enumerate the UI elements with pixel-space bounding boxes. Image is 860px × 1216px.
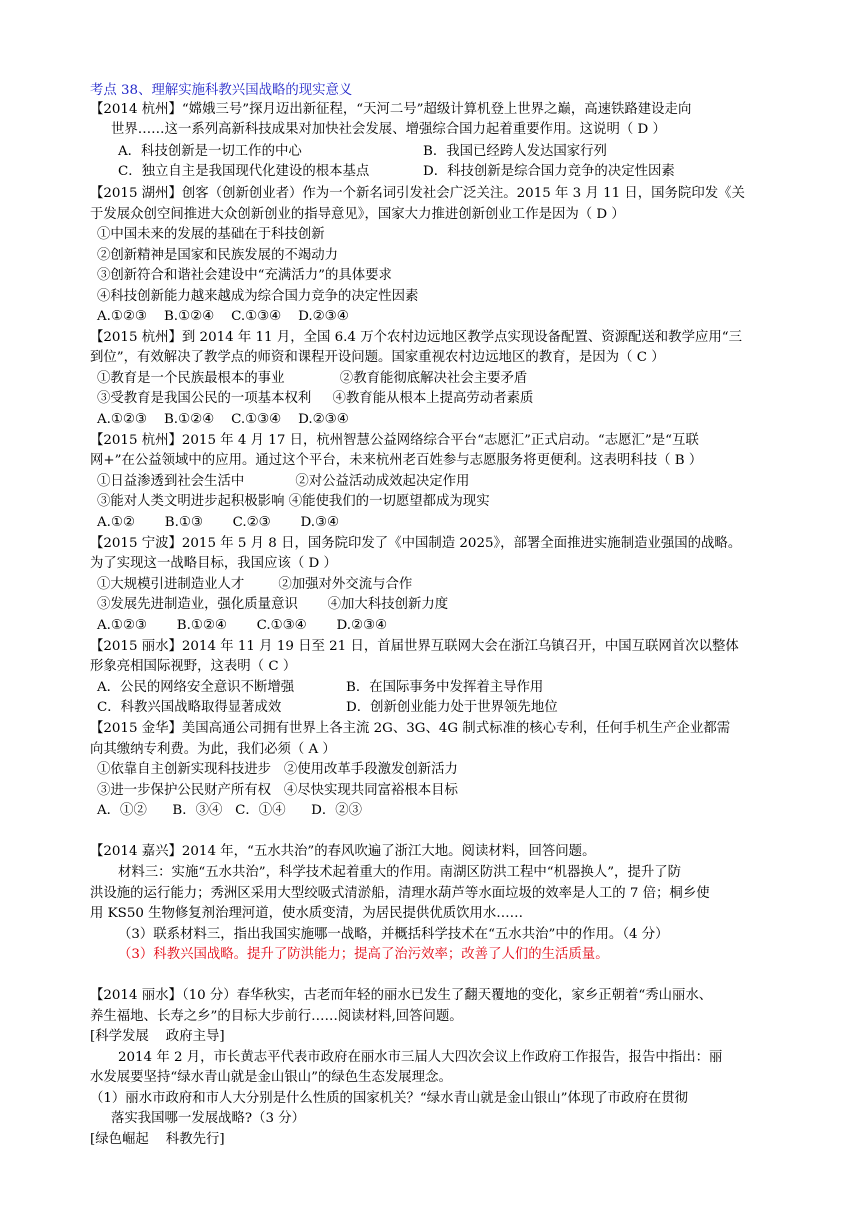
q6-stem-line-2: 形象亮相国际视野，这表明（ C ） [90, 659, 297, 674]
q3-options: A.①②③ B.①②④ C.①③④ D.②③④ [97, 412, 349, 427]
q9-paragraph-line-2: 水发展要坚持“绿水青山就是金山银山”的绿色生态发展理念。 [90, 1070, 452, 1085]
q8-answer: （3）科教兴国战略。提升了防洪能力；提高了治污效率；改善了人们的生活质量。 [118, 947, 609, 962]
q7-stem-line-1: 【2015 金华】美国高通公司拥有世界上各主流 2G、3G、4G 制式标准的核心专利，任何手机生产企业都需 [90, 721, 731, 736]
q9-subquestion-line-2: 落实我国哪一发展战略?（3 分） [111, 1111, 306, 1126]
q3-items-row-1: ①教育是一个民族最根本的事业 ②教育能彻底解决社会主要矛盾 [97, 371, 528, 386]
q4-stem-line-2: 网+”在公益领域中的应用。通过这个平台，未来杭州老百姓参与志愿服务将更便利。这表明科技（ B ） [90, 453, 703, 468]
q8-material-line-2: 洪设施的运行能力；秀洲区采用大型绞吸式清淤船，清理水葫芦等水面垃圾的效率是人工的 7 倍；桐乡使 [90, 886, 710, 901]
q8-question: （3）联系材料三，指出我国实施哪一战略，并概括科学技术在“五水共治”中的作用。（4 分） [118, 927, 669, 942]
q3-stem-line-2: 到位”，有效解决了教学点的师资和课程开设问题。国家重视农村边远地区的教育，是因为（ C ） [90, 350, 665, 365]
q1-option-c: C．独立自主是我国现代化建设的根本基点 [118, 164, 370, 179]
q2-stem-line-1: 【2015 湖州】创客（创新创业者）作为一个新名词引发社会广泛关注。2015 年 3 月 11 日，国务院印发《关 [90, 186, 745, 201]
q9-section-heading-2: [绿色崛起 科教先行] [90, 1132, 225, 1147]
q2-item-1: ①中国未来的发展的基础在于科技创新 [97, 227, 325, 242]
q3-items-row-2: ③受教育是我国公民的一项基本权利 ④教育能从根本上提高劳动者素质 [97, 391, 534, 406]
q6-option-c: C．科教兴国战略取得显著成效 [97, 700, 282, 715]
q2-stem-line-2: 于发展众创空间推进大众创新创业的指导意见》，国家大力推进创新创业工作是因为（ D ） [90, 207, 625, 222]
q5-items-row-1: ①大规模引进制造业人才 ②加强对外交流与合作 [97, 577, 413, 592]
q9-section-heading-1: [科学发展 政府主导] [90, 1029, 225, 1044]
q2-item-4: ④科技创新能力越来越成为综合国力竞争的决定性因素 [97, 289, 419, 304]
q4-options: A.①② B.①③ C.②③ D.③④ [97, 515, 339, 530]
q4-items-row-2: ③能对人类文明进步起积极影响 ④能使我们的一切愿望都成为现实 [97, 494, 490, 509]
q6-option-b: B．在国际事务中发挥着主导作用 [346, 680, 544, 695]
q8-material-line-1: 材料三：实施“五水共治”，科学技术起着重大的作用。南湖区防洪工程中“机器换人”，提升了防 [118, 865, 682, 880]
q9-subquestion-line-1: （1）丽水市政府和市人大分别是什么性质的国家机关？“绿水青山就是金山银山”体现了市政府在贯彻 [90, 1091, 689, 1106]
q5-options: A.①②③ B.①②④ C.①③④ D.②③④ [97, 618, 388, 633]
q5-items-row-2: ③发展先进制造业，强化质量意识 ④加大科技创新力度 [97, 597, 449, 612]
q9-stem-line-1: 【2014 丽水】（10 分）春华秋实，古老而年轻的丽水已发生了翻天覆地的变化，家乡正朝着“秀山丽水、 [90, 988, 713, 1003]
q6-stem-line-1: 【2015 丽水】2014 年 11 月 19 日至 21 日，首届世界互联网大会在浙江乌镇召开，中国互联网首次以整体 [90, 639, 739, 654]
q8-stem: 【2014 嘉兴】2014 年，“五水共治”的春风吹遍了浙江大地。阅读材料，回答问题。 [90, 844, 596, 859]
q2-options: A.①②③ B.①②④ C.①③④ D.②③④ [97, 309, 349, 324]
q7-items-row-1: ①依靠自主创新实现科技进步 ②使用改革手段激发创新活力 [97, 762, 458, 777]
q4-stem-line-1: 【2015 杭州】2015 年 4 月 17 日，杭州智慧公益网络综合平台“志愿汇”正式启动。“志愿汇”是“互联 [90, 433, 699, 448]
q7-stem-line-2: 向其缴纳专利费。为此，我们必须（ A ） [90, 742, 336, 757]
q5-stem-line-1: 【2015 宁波】2015 年 5 月 8 日，国务院印发了《中国制造 2025》，部署全面推进实施制造业强国的战略。 [90, 536, 742, 551]
q3-stem-line-1: 【2015 杭州】到 2014 年 11 月，全国 6.4 万个农村边远地区教学点实现设备配置、资源配送和教学应用“三 [90, 330, 742, 345]
q6-option-d: D．创新创业能力处于世界领先地位 [346, 700, 558, 715]
topic-heading: 考点 38、理解实施科教兴国战略的现实意义 [90, 83, 353, 98]
q9-stem-line-2: 养生福地、长寿之乡”的目标大步前行……阅读材料,回答问题。 [90, 1009, 463, 1024]
q1-option-d: D．科技创新是综合国力竞争的决定性因素 [423, 164, 675, 179]
q1-option-b: B．我国已经跨人发达国家行列 [423, 144, 607, 159]
q1-stem-line-2: 世界……这一系列高新科技成果对加快社会发展、增强综合国力起着重要作用。这说明（ D ） [111, 122, 666, 137]
q4-items-row-1: ①日益渗透到社会生活中 ②对公益活动成效起决定作用 [97, 474, 470, 489]
q1-stem-line-1: 【2014 杭州】“嫦娥三号”探月迈出新征程，“天河二号”超级计算机登上世界之巅，高速铁路建设走向 [90, 102, 692, 117]
q5-stem-line-2: 为了实现这一战略目标，我国应该（ D ） [90, 556, 337, 571]
q6-option-a: A．公民的网络安全意识不断增强 [97, 680, 295, 695]
q9-paragraph-line-1: 2014 年 2 月，市长黄志平代表市政府在丽水市三届人大四次会议上作政府工作报告，报告中指出：丽 [118, 1050, 723, 1065]
q1-option-a: A．科技创新是一切工作的中心 [118, 144, 302, 159]
q2-item-2: ②创新精神是国家和民族发展的不竭动力 [97, 248, 339, 263]
q7-options: A．①② B．③④ C．①④ D．②③ [97, 803, 363, 818]
q7-items-row-2: ③进一步保护公民财产所有权 ④尽快实现共同富裕根本目标 [97, 783, 458, 798]
q2-item-3: ③创新符合和谐社会建设中“充满活力”的具体要求 [97, 268, 392, 283]
q8-material-line-3: 用 KS50 生物修复剂治理河道，使水质变清，为居民提供优质饮用水…… [90, 906, 524, 921]
